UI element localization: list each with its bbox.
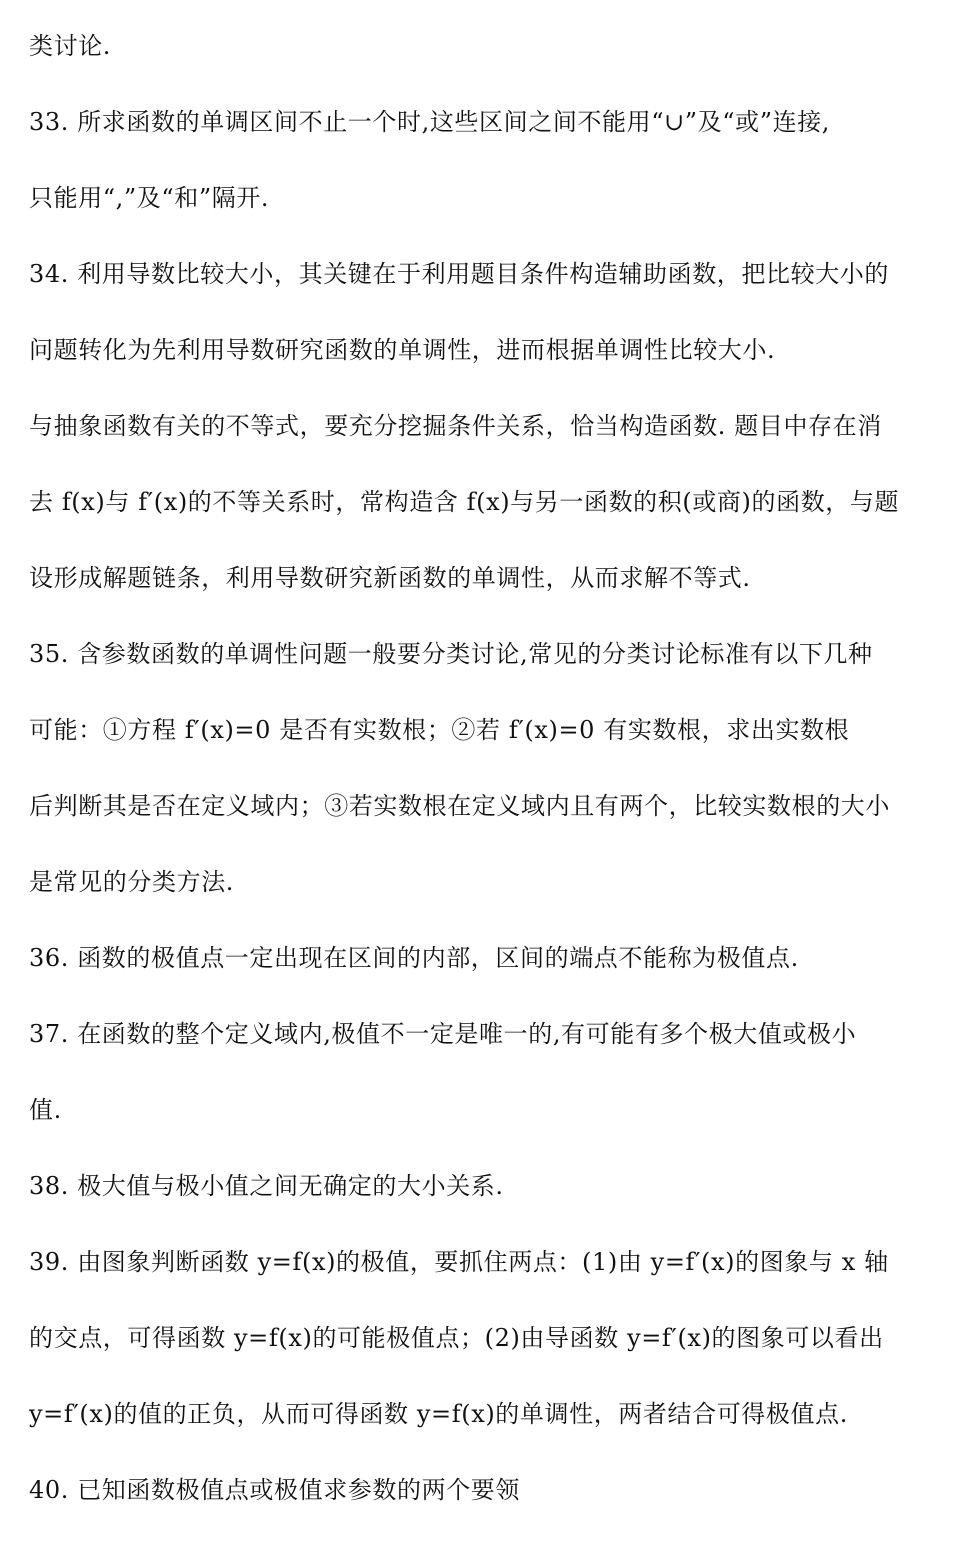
text-line-17: 39. 由图象判断函数 y=f(x)的极值，要抓住两点：(1)由 y=f′(x)的图象与 x 轴 <box>29 1248 889 1276</box>
text-line-4: 34. 利用导数比较大小，其关键在于利用题目条件构造辅助函数，把比较大小的 <box>29 260 889 288</box>
text-line-6: 与抽象函数有关的不等式，要充分挖掘条件关系，恰当构造函数. 题目中存在消 <box>29 412 882 440</box>
text-line-2: 33. 所求函数的单调区间不止一个时,这些区间之间不能用“∪”及“或”连接, <box>29 108 831 136</box>
text-line-16: 38. 极大值与极小值之间无确定的大小关系. <box>29 1172 504 1200</box>
text-line-11: 后判断其是否在定义域内；③若实数根在定义域内且有两个，比较实数根的大小 <box>29 792 890 820</box>
text-line-18: 的交点，可得函数 y=f(x)的可能极值点；(2)由导函数 y=f′(x)的图象可以看出 <box>29 1324 884 1352</box>
text-line-12: 是常见的分类方法. <box>29 868 235 896</box>
text-line-13: 36. 函数的极值点一定出现在区间的内部，区间的端点不能称为极值点. <box>29 944 799 972</box>
text-line-7: 去 f(x)与 f′(x)的不等关系时，常构造含 f(x)与另一函数的积(或商)的函数，与题 <box>29 488 900 516</box>
text-line-3: 只能用“,”及“和”隔开. <box>29 184 270 212</box>
text-line-14: 37. 在函数的整个定义域内,极值不一定是唯一的,有可能有多个极大值或极小 <box>29 1020 857 1048</box>
text-line-5: 问题转化为先利用导数研究函数的单调性，进而根据单调性比较大小. <box>29 336 776 364</box>
text-line-15: 值. <box>29 1096 62 1124</box>
text-line-9: 35. 含参数函数的单调性问题一般要分类讨论,常见的分类讨论标准有以下几种 <box>29 640 873 668</box>
text-line-8: 设形成解题链条，利用导数研究新函数的单调性，从而求解不等式. <box>29 564 751 592</box>
text-line-19: y=f′(x)的值的正负，从而可得函数 y=f(x)的单调性，两者结合可得极值点. <box>29 1400 848 1428</box>
text-line-10: 可能：①方程 f′(x)=0 是否有实数根；②若 f′(x)=0 有实数根，求出实数根 <box>29 716 850 744</box>
text-line-1: 类讨论. <box>29 32 112 60</box>
text-line-20: 40. 已知函数极值点或极值求参数的两个要领 <box>29 1476 520 1504</box>
